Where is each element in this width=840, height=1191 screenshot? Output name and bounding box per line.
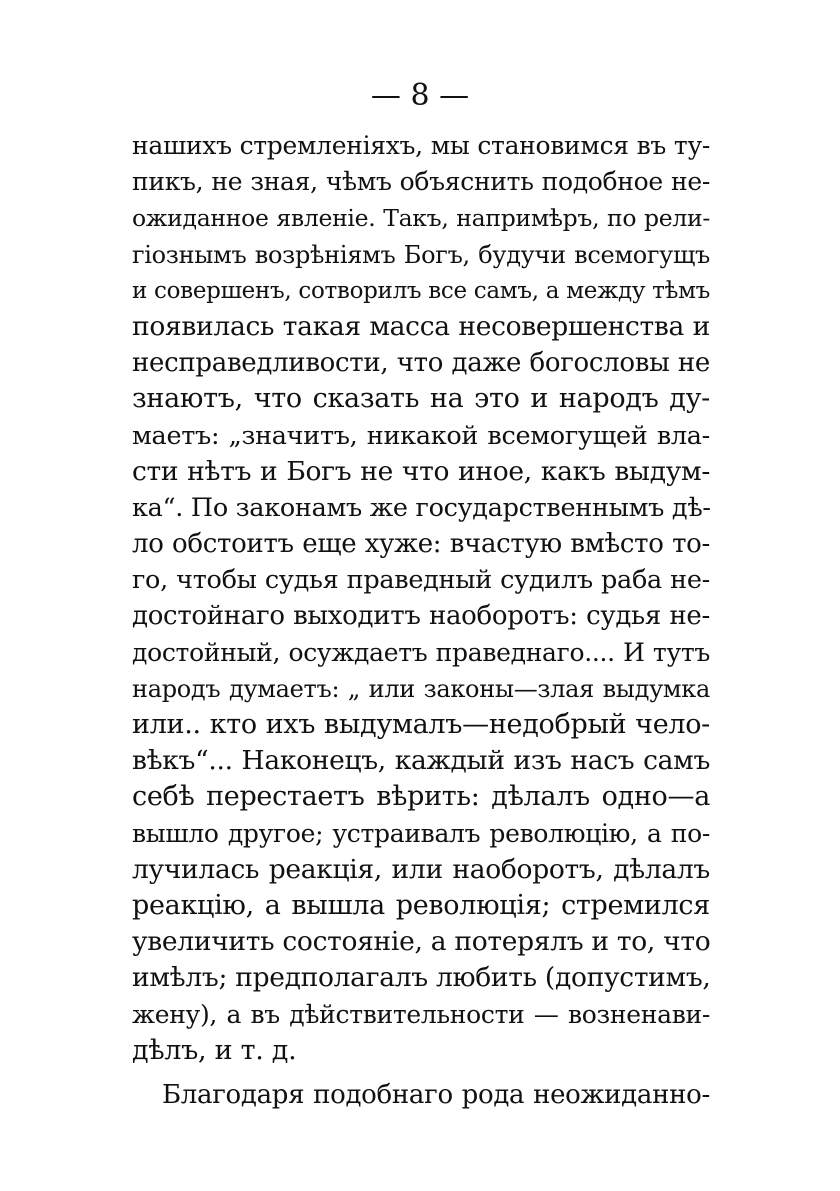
text-line: увеличить состояніе, а потерялъ и то, что: [132, 926, 711, 958]
text-line: народъ думаетъ: „ или законы—злая выдумка: [132, 674, 710, 703]
text-line: лучилась реакція, или наоборотъ, дѣлалъ: [132, 853, 710, 885]
page-number: — 8 —: [370, 78, 470, 113]
text-line: пикъ, не зная, чѣмъ объяснить подобное не-: [132, 167, 710, 197]
text-line: реакцію, а вышла революція; стремился: [132, 889, 710, 921]
text-line: го, чтобы судья праведный судилъ раба не-: [132, 565, 710, 596]
text-line: вышло другое; устраивалъ революцію, а по-: [132, 818, 710, 848]
text-line: достойнаго выходитъ наоборотъ: судья не-: [132, 601, 710, 632]
text-line: сти нѣтъ и Богъ не что иное, какъ выдум-: [132, 455, 710, 487]
text-line: или.. кто ихъ выдумалъ—недобрый чело-: [132, 709, 710, 740]
text-line: появилась такая масса несовершенства и: [132, 310, 710, 342]
paragraph: [132, 1077, 710, 1113]
text-line: достойный, осуждаетъ праведнаго.... И тутъ: [132, 637, 710, 667]
text-line: ло обстоитъ еще хуже: вчастую вмѣсто то-: [132, 529, 710, 560]
paragraph: [132, 128, 710, 1069]
text-line: маетъ: „значитъ, никакой всемогущей вла-: [132, 420, 710, 451]
text-line: ка“. По законамъ же государственнымъ дѣ-: [132, 492, 711, 523]
text-line: дѣлъ, и т. д.: [132, 1034, 297, 1066]
text-line: гіознымъ возрѣніямъ Богъ, будучи всемогущъ: [132, 240, 710, 269]
text-line: имѣлъ; предполагалъ любить (допустимъ,: [132, 962, 711, 994]
text-line: жену), а въ дѣйствительности — возненави-: [132, 999, 710, 1029]
text-line: Благодаря подобнаго рода неожиданно-: [162, 1079, 710, 1110]
text-line: ожиданное явленіе. Такъ, напримѣръ, по рели-: [132, 204, 710, 233]
text-line: и совершенъ, сотворилъ все самъ, а между тѣмъ: [132, 277, 710, 304]
text-line: себѣ перестаетъ вѣрить: дѣлалъ одно—а: [132, 781, 710, 813]
body-text: [132, 128, 710, 1113]
text-line: несправедливости, что даже богословы не: [132, 348, 710, 379]
text-line: вѣкъ“... Наконецъ, каждый изъ насъ самъ: [132, 745, 710, 777]
text-line: нашихъ стремленіяхъ, мы становимся въ ту-: [132, 131, 710, 160]
paragraph-gap: [132, 1069, 710, 1077]
text-line: знаютъ, что сказать на это и народъ ду-: [132, 383, 710, 415]
